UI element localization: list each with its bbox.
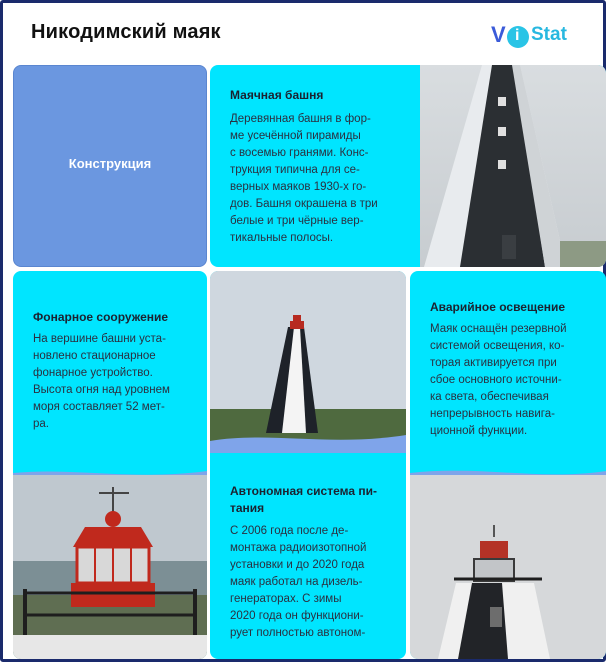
tower-photo [420, 65, 606, 267]
emergency-text: Маяк оснащён резервной системой освещения, ко- торая активируется при сбое основного источни- ка света, обеспечивая непрерывность навига- ционной функции. [430, 323, 567, 437]
autonomous-photo [210, 271, 406, 453]
lantern-text: На вершине башни уста- новлено стационарное фонарное устройство. Высота огня над уровнем моря составляет 52 мет- ра. [33, 333, 170, 430]
lantern-photo [13, 475, 207, 659]
tower-text: Деревянная башня в фор- ме усечённой пирамиды с восемью гранями. Конс- трукция типична для се- верных маяков 1930-х го- дов. Башня окрашена в три белые и три чёрные вер- тикальные полосы. [230, 113, 378, 244]
construction-tile[interactable] [13, 65, 207, 267]
autonomous-heading: Автономная система пи- тания [230, 484, 377, 515]
tower-tile [210, 65, 606, 267]
lantern-tile [13, 271, 207, 659]
autonomous-tile [210, 271, 406, 659]
logo-v: V [491, 22, 506, 47]
autonomous-text: С 2006 года после де- монтажа радиоизотопной установки и до 2020 года маяк работал на дизель- генераторах. С зимы 2020 года он функциони- рует полностью автоном- [230, 525, 367, 639]
tower-heading: Маячная башня [230, 88, 324, 102]
vistat-logo [489, 21, 579, 51]
logo-stat: Stat [531, 24, 567, 45]
emergency-heading: Аварийное освещение [430, 300, 566, 314]
logo-i: i [515, 27, 520, 44]
page-title: Никодимский маяк [31, 21, 221, 43]
construction-label: Конструкция [68, 156, 152, 171]
emergency-photo [410, 475, 606, 659]
lantern-heading: Фонарное сооружение [33, 310, 169, 324]
emergency-tile [410, 271, 606, 659]
